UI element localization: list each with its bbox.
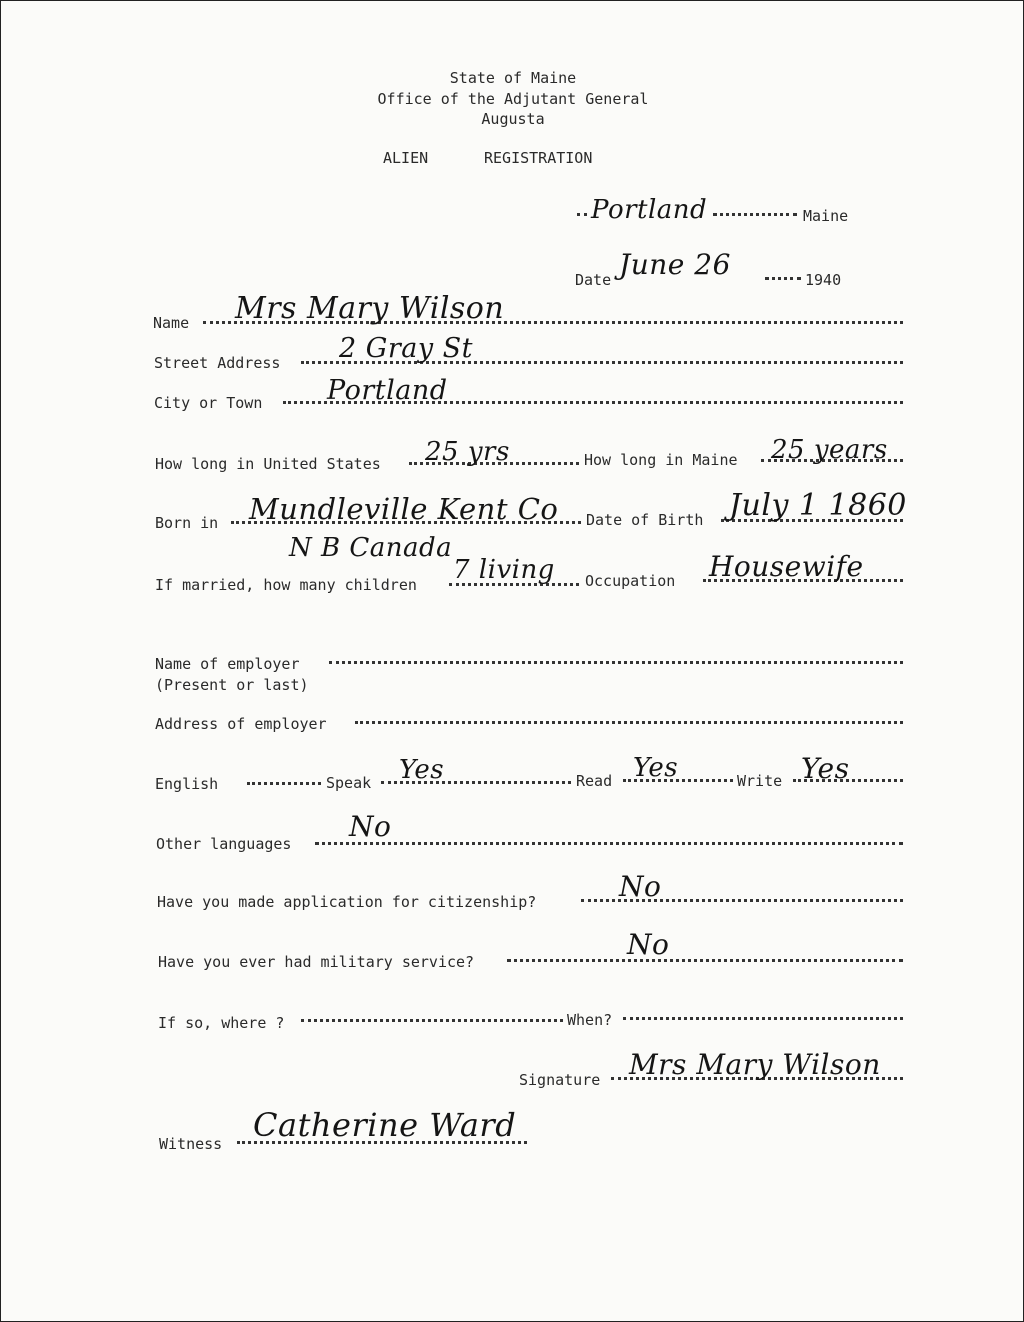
write-value: Yes bbox=[801, 752, 850, 785]
employer-address-label: Address of employer bbox=[155, 715, 327, 733]
citizenship-value: No bbox=[619, 870, 662, 903]
english-dots bbox=[247, 782, 321, 785]
military-dots bbox=[507, 959, 903, 962]
date-year: 1940 bbox=[805, 271, 842, 289]
how-long-us-label: How long in United States bbox=[155, 455, 381, 473]
employer-sublabel: (Present or last) bbox=[155, 676, 309, 694]
where-dots bbox=[301, 1019, 563, 1022]
citizenship-label: Have you made application for citizenship? bbox=[157, 893, 537, 911]
dob-label: Date of Birth bbox=[586, 511, 704, 529]
children-value: 7 living bbox=[453, 555, 555, 585]
how-long-maine-label: How long in Maine bbox=[584, 451, 738, 469]
where-label: If so, where ? bbox=[158, 1014, 285, 1032]
read-value: Yes bbox=[633, 753, 679, 783]
city-label: City or Town bbox=[154, 394, 263, 412]
dob-value: July 1 1860 bbox=[729, 488, 907, 523]
how-long-us-value: 25 yrs bbox=[425, 437, 510, 467]
other-languages-label: Other languages bbox=[156, 835, 292, 853]
date-label: Date bbox=[575, 271, 612, 289]
city-heading: Augusta bbox=[481, 110, 545, 128]
born-in-label: Born in bbox=[155, 514, 219, 532]
place-value: Portland bbox=[591, 195, 708, 225]
witness-value: Catherine Ward bbox=[253, 1106, 517, 1144]
signature-value: Mrs Mary Wilson bbox=[629, 1048, 881, 1081]
street-label: Street Address bbox=[154, 354, 281, 372]
place-state-label: Maine bbox=[803, 207, 849, 225]
born-in-value-line2: N B Canada bbox=[289, 533, 453, 563]
name-value: Mrs Mary Wilson bbox=[235, 291, 505, 326]
when-dots bbox=[623, 1017, 903, 1020]
occupation-label: Occupation bbox=[585, 572, 676, 590]
date-dots bbox=[765, 277, 801, 280]
employer-label: Name of employer bbox=[155, 655, 300, 673]
write-label: Write bbox=[737, 772, 783, 790]
state-heading: State of Maine bbox=[449, 69, 577, 87]
english-label: English bbox=[155, 775, 219, 793]
employer-address-dots bbox=[355, 721, 903, 724]
form-title-registration: REGISTRATION bbox=[484, 149, 593, 167]
occupation-value: Housewife bbox=[709, 550, 864, 583]
signature-label: Signature bbox=[519, 1071, 601, 1089]
employer-dots bbox=[329, 661, 903, 664]
how-long-maine-value: 25 years bbox=[771, 435, 888, 465]
place-dots bbox=[713, 213, 797, 216]
speak-value: Yes bbox=[399, 755, 445, 785]
form-title-alien: ALIEN bbox=[383, 149, 429, 167]
other-languages-dots bbox=[315, 842, 903, 845]
speak-label: Speak bbox=[326, 774, 372, 792]
read-label: Read bbox=[576, 772, 613, 790]
city-value: Portland bbox=[327, 375, 448, 406]
name-label: Name bbox=[153, 314, 190, 332]
office-heading: Office of the Adjutant General bbox=[377, 90, 649, 108]
military-label: Have you ever had military service? bbox=[158, 953, 475, 971]
date-value: June 26 bbox=[619, 248, 731, 281]
other-languages-value: No bbox=[349, 810, 392, 843]
witness-label: Witness bbox=[159, 1135, 223, 1153]
place-leader bbox=[577, 213, 587, 216]
military-value: No bbox=[627, 928, 670, 961]
children-label: If married, how many children bbox=[155, 576, 417, 594]
street-value: 2 Gray St bbox=[339, 333, 474, 364]
born-in-value: Mundleville Kent Co bbox=[249, 492, 559, 526]
when-label: When? bbox=[567, 1011, 613, 1029]
